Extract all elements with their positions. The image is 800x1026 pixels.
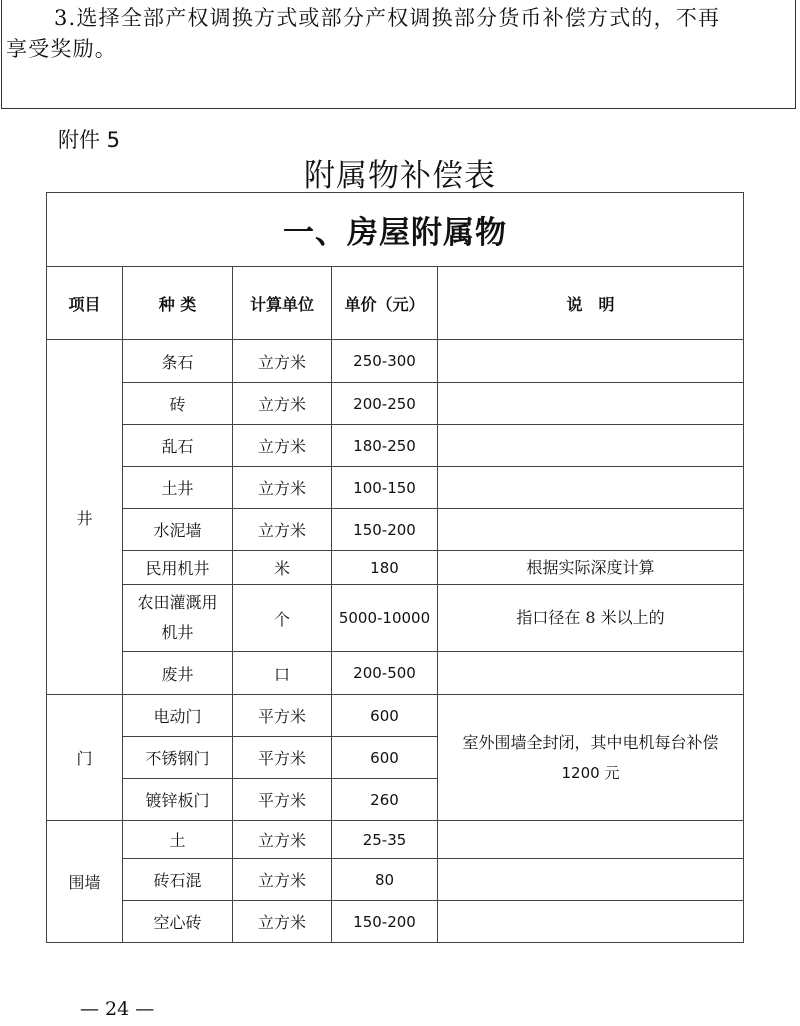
type-cell: 镀锌板门 [123,779,233,821]
table-header-row [47,267,744,340]
unit-cell: 平方米 [233,695,332,737]
type-cell: 土 [123,821,233,859]
header-item: 项目 [47,267,123,340]
type-cell: 空心砖 [123,901,233,943]
note-cell [438,509,744,551]
table-row [47,509,744,551]
unit-cell: 立方米 [233,340,332,383]
unit-cell: 立方米 [233,901,332,943]
price-cell: 600 [332,695,438,737]
unit-cell: 个 [233,585,332,652]
group-wall: 围墙 [47,821,123,943]
type-line2: 机井 [161,623,194,642]
price-cell: 180 [332,551,438,585]
table-row [47,585,744,652]
table-row [47,425,744,467]
note-cell [438,821,744,859]
price-cell: 200-250 [332,383,438,425]
price-cell: 260 [332,779,438,821]
unit-cell: 立方米 [233,425,332,467]
page-title: 附属物补偿表 [304,158,496,194]
type-cell: 电动门 [123,695,233,737]
unit-cell: 立方米 [233,509,332,551]
unit-cell: 平方米 [233,737,332,779]
note-cell [438,901,744,943]
table-row [47,383,744,425]
type-cell: 砖石混 [123,859,233,901]
table-row [47,695,744,737]
type-cell [123,585,233,652]
door-note-cell [438,695,744,821]
price-cell: 180-250 [332,425,438,467]
type-cell: 废井 [123,652,233,695]
section-title: 一、房屋附属物 [47,193,744,267]
note-cell: 根据实际深度计算 [438,551,744,585]
price-cell: 150-200 [332,509,438,551]
price-cell: 25-35 [332,821,438,859]
type-cell: 民用机井 [123,551,233,585]
table-row [47,901,744,943]
table-row [47,551,744,585]
note-cell [438,652,744,695]
table-row [47,821,744,859]
type-cell: 水泥墙 [123,509,233,551]
unit-cell: 立方米 [233,859,332,901]
header-unit: 计算单位 [233,267,332,340]
note-cell [438,425,744,467]
top-text-line1: 3.选择全部产权调换方式或部分产权调换部分货币补偿方式的，不再 [54,6,721,30]
door-note-line2: 1200 元 [561,763,620,782]
price-cell: 5000-10000 [332,585,438,652]
note-cell [438,467,744,509]
type-cell: 土井 [123,467,233,509]
top-text-line2: 享受奖励。 [6,37,117,61]
unit-cell: 米 [233,551,332,585]
header-type: 种 类 [123,267,233,340]
unit-cell: 立方米 [233,467,332,509]
page-number: — 24 — [80,998,155,1020]
table-row [47,652,744,695]
table-row [47,467,744,509]
unit-cell: 立方米 [233,821,332,859]
price-cell: 80 [332,859,438,901]
type-cell: 条石 [123,340,233,383]
price-cell: 200-500 [332,652,438,695]
door-note-line1: 室外围墙全封闭，其中电机每台补偿 [462,732,719,752]
unit-cell: 口 [233,652,332,695]
attachment-label: 附件 5 [58,128,121,152]
table-row [47,340,744,383]
group-well: 井 [47,340,123,695]
type-cell: 乱石 [123,425,233,467]
note-cell [438,383,744,425]
compensation-table [46,192,744,943]
type-cell: 砖 [123,383,233,425]
unit-cell: 平方米 [233,779,332,821]
unit-cell: 立方米 [233,383,332,425]
header-price: 单价（元） [332,267,438,340]
price-cell: 250-300 [332,340,438,383]
type-line1: 农田灌溉用 [137,593,218,612]
header-note: 说 明 [438,267,744,340]
type-cell: 不锈钢门 [123,737,233,779]
price-cell: 100-150 [332,467,438,509]
price-cell: 600 [332,737,438,779]
previous-section-box [1,0,796,109]
note-cell [438,859,744,901]
note-cell: 指口径在 8 米以上的 [438,585,744,652]
price-cell: 150-200 [332,901,438,943]
note-cell [438,340,744,383]
group-door: 门 [47,695,123,821]
table-row [47,859,744,901]
